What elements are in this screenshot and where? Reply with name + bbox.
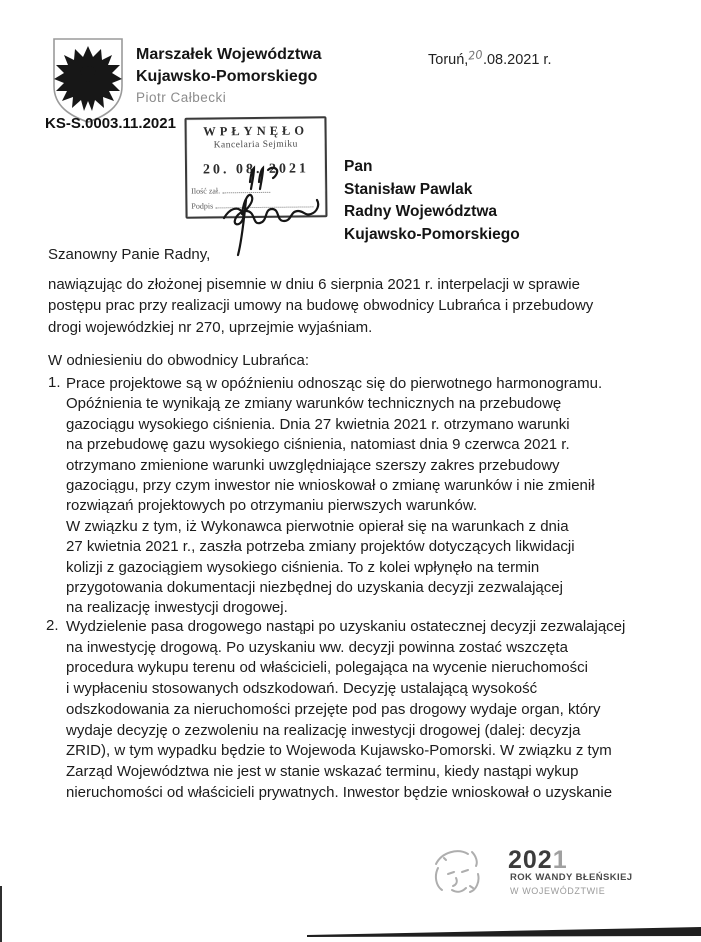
item-line: na realizację inwestycji drogowej.: [66, 599, 288, 617]
item-line: procedura wykupu terenu od właścicieli, polegająca na wycenie nieruchomości: [66, 659, 588, 677]
item-line: przygotowania dokumentacji niezbędnej do uzyskania decyzji zezwalającej: [66, 579, 563, 597]
item-line: Wydzielenie pasa drogowego nastąpi po uzyskaniu ostatecznej decyzji zezwalającej: [66, 618, 626, 635]
stamp-title: WPŁYNĘŁO: [203, 123, 309, 139]
stamp-date: 20. 08. 2021: [202, 161, 310, 178]
item-line: na przebudowę gazu wysokiego ciśnienia, natomiast dnia 9 czerwca 2021 r.: [66, 436, 570, 454]
recipient-title-line1: Radny Województwa: [344, 203, 498, 220]
stamp-signature-label: Podpis: [191, 201, 214, 211]
coat-of-arms-icon: [46, 36, 130, 124]
place-label: Toruń,: [428, 52, 469, 68]
item-line: i wypłaceniu stosowanych odszkodowań. Decyzję ustalającą wysokość: [66, 680, 538, 698]
footer-caption-line1: ROK WANDY BŁEŃSKIEJ: [510, 872, 633, 883]
item-line: 27 kwietnia 2021 r., zaszła potrzeba zmiany projektów dotyczących likwidacji: [66, 538, 575, 556]
greeting: Szanowny Panie Radny,: [48, 246, 211, 263]
item-line: gazociągu wysokiego ciśnienia. Dnia 27 kwietnia 2021 r. otrzymano warunki: [66, 415, 570, 433]
footer-year: [508, 848, 568, 873]
footer-caption-line2: W WOJEWÓDZTWIE: [510, 886, 606, 896]
list-item-1: [66, 374, 602, 619]
stamp-attachments-label: Ilość zał.: [191, 186, 221, 196]
item-line: odszkodowania za nieruchomości przejęte pod pas drogowy wydaje organ, który: [66, 700, 601, 718]
intro-line: drogi wojewódzkiej nr 270, uprzejmie wyjaśniam.: [48, 318, 373, 336]
recipient-salutation: Pan: [344, 158, 373, 175]
list-item-number: 2.: [46, 617, 59, 634]
list-item-2: [66, 617, 625, 803]
item-line: rozwiązań projektowych po otrzymaniu pierwszych warunków.: [66, 497, 478, 515]
portrait-sketch-icon: [428, 846, 490, 896]
item-line: gazociągu, przy czym inwestor nie wnioskował o zmianę warunków i nie zmienił: [66, 477, 595, 495]
place-date: [428, 47, 552, 68]
reference-number: KS-S.0003.11.2021: [45, 115, 176, 132]
stamp-subtitle: Kancelaria Sejmiku: [213, 139, 298, 151]
date-rest: .08.2021 r.: [482, 52, 552, 68]
handwritten-signature-icon: [212, 158, 342, 258]
intro-paragraph: [48, 274, 593, 338]
item-line: wydaje decyzję o zezwoleniu na realizację inwestycji drogowej (dalej: decyzja: [66, 721, 581, 739]
list-item-number: 1.: [48, 374, 61, 391]
item-line: na inwestycję drogową. Po uzyskaniu ww. decyzji powinna zostać wszczęta: [66, 638, 568, 656]
item-line: W związku z tym, iż Wykonawca pierwotnie opierał się na warunkach z dnia: [66, 517, 569, 535]
recipient-block: [344, 156, 520, 246]
sender-person: Piotr Całbecki: [136, 90, 227, 105]
item-line: nieruchomości od właścicieli prywatnych. Inwestor będzie wnioskował o uzyskanie: [66, 783, 613, 801]
footer-year-light: 1: [552, 846, 568, 874]
item-line: Prace projektowe są w opóźnieniu odnosząc się do pierwotnego harmonogramu.: [66, 375, 603, 392]
footer-year-bold: 202: [508, 846, 553, 874]
scan-edge-artifact-bottom: [0, 922, 701, 942]
intro-line: postępu prac przy realizacji umowy na budowę obwodnicy Lubrańca i przebudowy: [48, 297, 594, 315]
item-line: otrzymano zmienione warunki uwzględniające szerszy zakres przebudowy: [66, 456, 560, 474]
section-heading: W odniesieniu do obwodnicy Lubrańca:: [48, 352, 309, 369]
item-line: Zarząd Województwa nie jest w stanie wskazać terminu, kiedy nastąpi wykup: [66, 762, 579, 780]
sender-org-line1: Marszałek Województwa: [136, 46, 322, 63]
sender-org-line2: Kujawsko-Pomorskiego: [136, 68, 318, 85]
handwritten-day: 20: [467, 47, 484, 63]
recipient-title-line2: Kujawsko-Pomorskiego: [344, 225, 520, 243]
item-line: Opóźnienia te wynikają ze zmiany warunków technicznych na przebudowę: [66, 395, 562, 413]
item-line: ZRID), w tym wypadku będzie to Wojewoda Kujawsko-Pomorski. W związku z tym: [66, 742, 612, 760]
item-line: kolizji z gazociągiem wysokiego ciśnienia. To z kolei wpłynęło na termin: [66, 558, 540, 576]
recipient-name: Stanisław Pawlak: [344, 180, 473, 198]
intro-line: nawiązując do złożonej pisemnie w dniu 6 sierpnia 2021 r. interpelacji w sprawie: [48, 276, 580, 293]
